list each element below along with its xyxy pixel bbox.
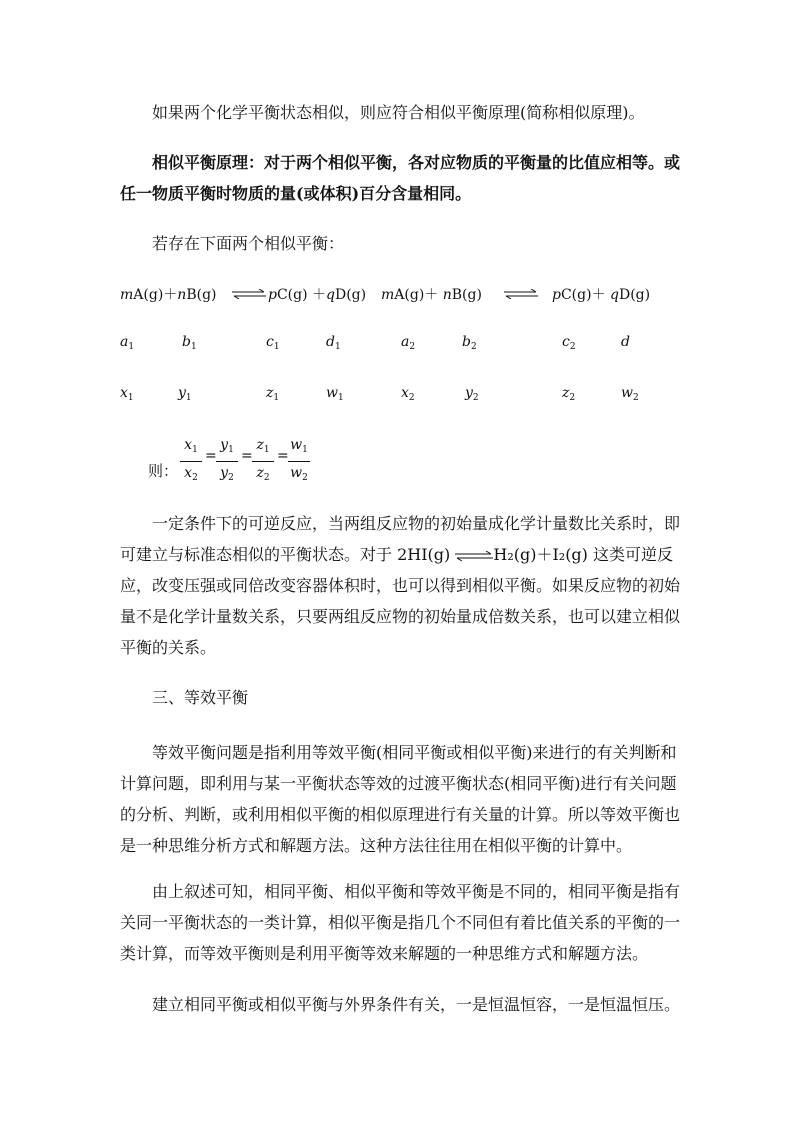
paragraph-reversible-reaction: 一定条件下的可逆反应，当两组反应物的初始量成化学计量数比关系时，即可建立与标准态相似的平衡状态。对于 2HI(g) H₂(g)＋I₂(g) 这类可逆反应，改变压强或同倍改变容器体积时，也可以得到相似平衡。如果反应物的初始量不是化学计量数关系，只要两组反应物的初始量成倍数关系，也可以建立相似平衡的关系。: [120, 514, 681, 657]
amount-c2: $c_2$: [562, 334, 576, 352]
amount-d2: d: [621, 334, 630, 350]
paragraph-equivalent-equilibrium: 等效平衡问题是指利用等效平衡(相同平衡或相似平衡)来进行的有关判断和计算问题，即利用与某一平衡状态等效的过渡平衡状态(相同平衡)进行有关问题的分析、判断，或利用相似平衡的相似原理进行有关量的计算。所以等效平衡也是一种思维分析方式和解题方法。这种方法往往用在相似平衡的计算中。: [120, 743, 681, 855]
equation-right-products: pC(g)＋ qD(g): [552, 287, 651, 303]
amount-w1: $w_1$: [326, 385, 344, 403]
equation-row: [0, 284, 793, 308]
reversible-arrow-icon: [232, 286, 266, 302]
amount-c1: $c_1$: [266, 334, 280, 352]
amount-y2: $y_2$: [465, 385, 479, 403]
paragraph-similar-intro: 如果两个化学平衡状态相似，则应符合相似平衡原理(简称相似原理)。: [152, 103, 645, 122]
fraction-y: $\frac{y_1}{y_2}$: [216, 436, 238, 487]
reversible-arrow-icon: [504, 286, 538, 302]
paragraph-summary: 由上叙述可知，相同平衡、相似平衡和等效平衡是不同的，相同平衡是指有关同一平衡状态的一类计算，相似平衡是指几个不同但有着比值关系的平衡的一类计算，而等效平衡则是利用平衡等效来解题的一种思维方式和解题方法。: [120, 882, 681, 963]
fraction-z: $\frac{z_1}{z_2}$: [252, 436, 274, 487]
paragraph-two-equilibria: 若存在下面两个相似平衡：: [152, 234, 345, 253]
amount-a2: $a_2$: [401, 334, 416, 352]
section-heading: 三、等效平衡: [152, 688, 249, 707]
equals-sign: =: [205, 448, 217, 464]
fraction-x: $\frac{x_1}{x_2}$: [180, 436, 202, 487]
equilibrium-amounts-row: [0, 385, 793, 409]
amount-a1: $a_1$: [120, 334, 135, 352]
amount-z1: $z_1$: [266, 385, 280, 403]
fraction-w: $\frac{w_1}{w_2}$: [288, 436, 310, 487]
equation-right-reactants: mA(g)＋ nB(g): [381, 287, 482, 303]
paragraph-similar-principle: 相似平衡原理：对于两个相似平衡，各对应物质的平衡量的比值应相等。或任一物质平衡时物质的量(或体积)百分含量相同。: [120, 153, 681, 203]
paragraph-conditions: 建立相同平衡或相似平衡与外界条件有关，一是恒温恒容，一是恒温恒压。: [152, 995, 681, 1014]
amount-b2: $b_2$: [462, 334, 477, 352]
amount-x2: $x_2$: [401, 385, 415, 403]
initial-amounts-row: [0, 334, 793, 358]
amount-x1: $x_1$: [120, 385, 134, 403]
reversible-arrow-icon: [455, 551, 493, 561]
equals-sign: =: [277, 448, 289, 464]
equals-sign: =: [241, 448, 253, 464]
amount-y1: $y_1$: [178, 385, 192, 403]
equation-left-reactants: mA(g)＋nB(g): [120, 287, 217, 303]
equation-left-products: pC(g) ＋qD(g): [268, 287, 367, 303]
amount-z2: $z_2$: [562, 385, 576, 403]
ratio-label: 则：: [148, 462, 179, 480]
amount-b1: $b_1$: [182, 334, 197, 352]
amount-d1: $d_1$: [326, 334, 341, 352]
amount-w2: $w_2$: [621, 385, 639, 403]
